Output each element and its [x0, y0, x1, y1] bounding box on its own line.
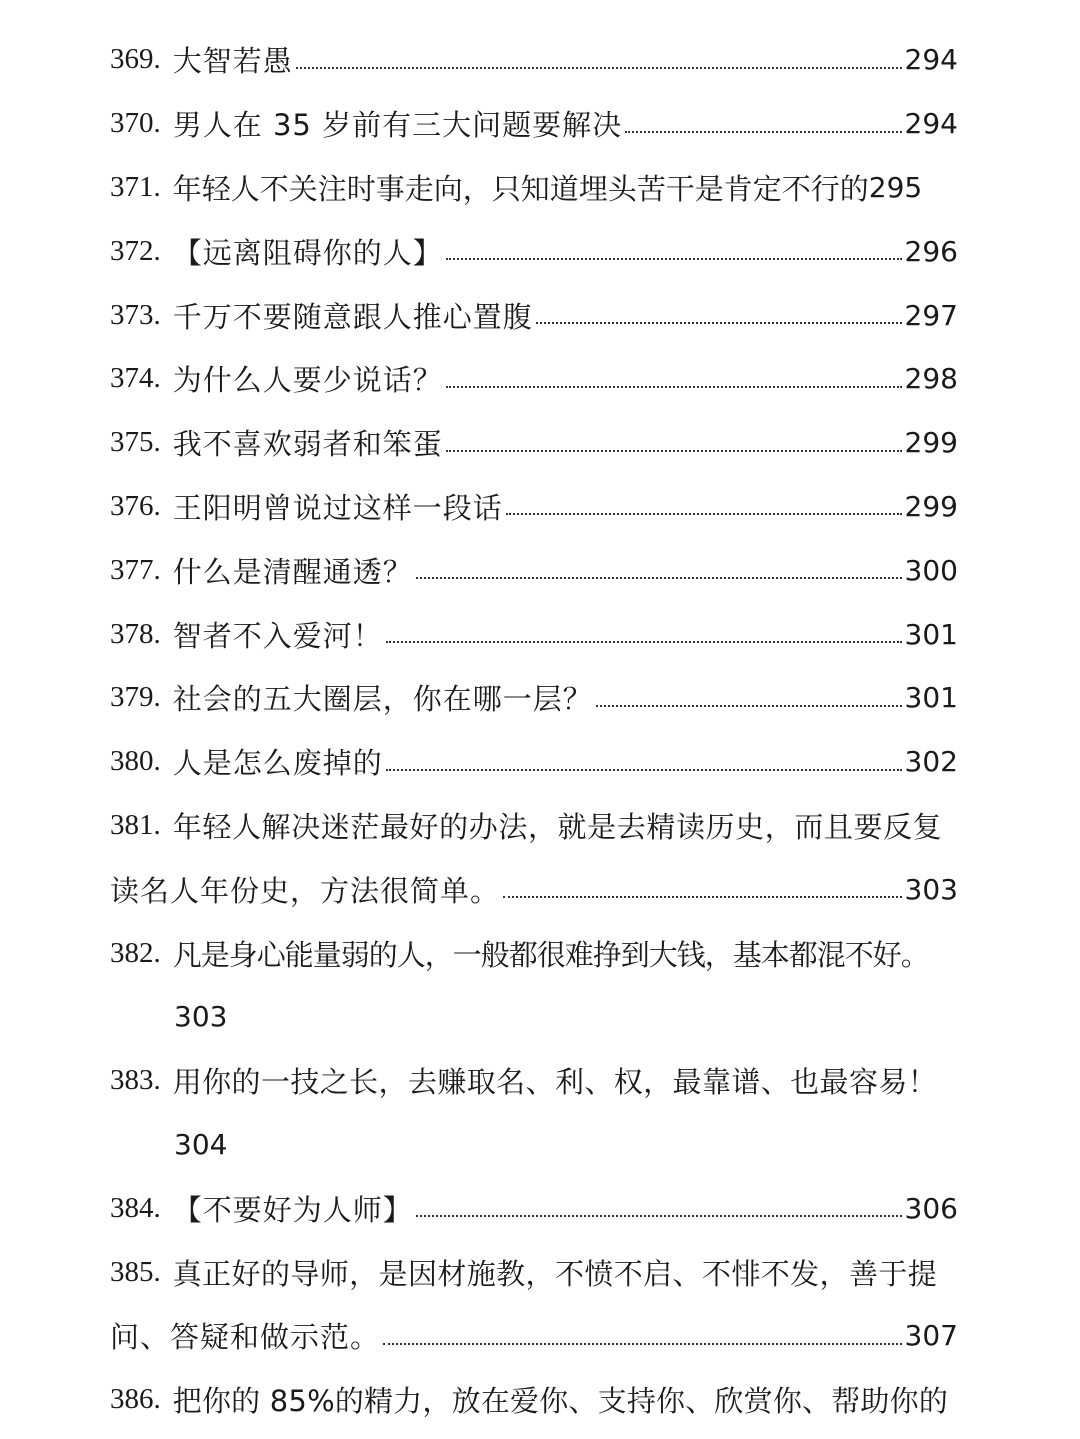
entry-title-continuation: 读名人年份史，方法很简单。	[110, 873, 501, 908]
entry-number: 380.	[110, 745, 161, 778]
entry-number: 375.	[110, 426, 161, 459]
toc-entry-383[interactable]	[110, 1049, 958, 1113]
dot-leader	[506, 513, 902, 515]
toc-entry-371[interactable]	[110, 156, 958, 220]
entry-number: 371.	[110, 170, 161, 203]
entry-title: 什么是清醒通透？	[172, 554, 413, 589]
toc-entry-381[interactable]	[110, 794, 958, 858]
entry-title: 男人在 35 岁前有三大问题要解决	[172, 108, 623, 143]
toc-entry-375[interactable]	[110, 411, 958, 475]
entry-title: 智者不入爱河！	[172, 618, 383, 653]
entry-title: 用你的一技之长，去赚取名、利、权，最靠谱、也最容易！	[172, 1065, 938, 1100]
entry-page: 296	[904, 234, 958, 268]
dot-leader	[416, 577, 902, 579]
toc-entry-370[interactable]	[110, 92, 958, 156]
dot-leader	[386, 769, 902, 771]
entry-title: 人是怎么废掉的	[172, 746, 383, 781]
entry-number: 383.	[110, 1064, 161, 1097]
dot-leader	[416, 1215, 902, 1217]
entry-number: 378.	[110, 617, 161, 650]
toc-entry-372[interactable]	[110, 219, 958, 283]
toc-entry-376[interactable]	[110, 475, 958, 539]
dot-leader	[503, 896, 902, 898]
entry-title: 年轻人解决迷茫最好的办法，就是去精读历史，而且要反复	[172, 809, 943, 844]
entry-number: 379.	[110, 681, 161, 714]
entry-number: 374.	[110, 362, 161, 395]
toc-entry-383-page-line	[110, 1113, 958, 1177]
entry-number: 370.	[110, 107, 161, 140]
entry-page: 303	[904, 872, 958, 906]
entry-page: 299	[904, 426, 958, 460]
dot-leader	[536, 322, 902, 324]
entry-title: 年轻人不关注时事走向，只知道埋头苦干是肯定不行的	[172, 171, 869, 206]
entry-title: 【远离阻碍你的人】	[172, 235, 443, 270]
toc-entry-382-page-line	[110, 985, 958, 1049]
entry-page: 303	[174, 1000, 228, 1034]
entry-page: 294	[904, 107, 958, 141]
entry-number: 373.	[110, 298, 161, 331]
entry-page: 302	[904, 745, 958, 779]
entry-title: 【不要好为人师】	[172, 1192, 413, 1227]
dot-leader	[296, 67, 902, 69]
dot-leader	[386, 641, 902, 643]
entry-page: 295	[868, 170, 923, 204]
toc-entry-377[interactable]	[110, 538, 958, 602]
entry-page: 301	[904, 617, 958, 651]
entry-title-continuation: 问、答疑和做示范。	[110, 1320, 381, 1355]
entry-number: 385.	[110, 1255, 161, 1288]
entry-page: 298	[904, 362, 958, 396]
dot-leader	[446, 450, 902, 452]
entry-number: 381.	[110, 808, 161, 841]
entry-page: 299	[904, 489, 958, 523]
entry-page: 307	[904, 1319, 958, 1353]
entry-number: 377.	[110, 553, 161, 586]
entry-page: 306	[904, 1191, 958, 1225]
entry-title: 真正好的导师，是因材施教，不愤不启、不悱不发，善于提	[172, 1256, 938, 1291]
toc-entry-373[interactable]	[110, 283, 958, 347]
toc-entry-374[interactable]	[110, 347, 958, 411]
dot-leader	[625, 131, 901, 133]
table-of-contents	[110, 28, 958, 1432]
toc-entry-384[interactable]	[110, 1176, 958, 1240]
entry-title: 千万不要随意跟人推心置腹	[172, 299, 533, 334]
entry-number: 369.	[110, 43, 161, 76]
toc-entry-369[interactable]	[110, 28, 958, 92]
entry-title: 凡是身心能量弱的人，一般都很难挣到大钱，基本都混不好。	[172, 937, 929, 972]
entry-title: 社会的五大圈层，你在哪一层？	[172, 682, 593, 717]
entry-number: 386.	[110, 1383, 161, 1416]
entry-number: 376.	[110, 489, 161, 522]
entry-title: 大智若愚	[172, 44, 293, 79]
entry-page: 294	[904, 43, 958, 77]
entry-page: 301	[904, 681, 958, 715]
entry-page: 300	[904, 553, 958, 587]
entry-title: 把你的 85%的精力，放在爱你、支持你、欣赏你、帮助你的	[172, 1384, 949, 1419]
entry-page: 297	[904, 298, 958, 332]
entry-page: 304	[174, 1127, 228, 1161]
entry-title: 为什么人要少说话？	[172, 363, 443, 398]
entry-number: 382.	[110, 936, 161, 969]
dot-leader	[383, 1343, 902, 1345]
entry-number: 372.	[110, 234, 161, 267]
toc-entry-382[interactable]	[110, 921, 958, 985]
toc-entry-381-continuation[interactable]	[110, 857, 958, 921]
entry-number: 384.	[110, 1191, 161, 1224]
entry-title: 我不喜欢弱者和笨蛋	[172, 427, 443, 462]
toc-entry-386[interactable]	[110, 1368, 958, 1432]
dot-leader	[596, 705, 902, 707]
toc-entry-380[interactable]	[110, 730, 958, 794]
entry-title: 王阳明曾说过这样一段话	[172, 490, 503, 525]
dot-leader	[446, 258, 902, 260]
toc-entry-385-continuation[interactable]	[110, 1304, 958, 1368]
toc-entry-379[interactable]	[110, 666, 958, 730]
toc-entry-385[interactable]	[110, 1240, 958, 1304]
dot-leader	[446, 386, 902, 388]
toc-entry-378[interactable]	[110, 602, 958, 666]
